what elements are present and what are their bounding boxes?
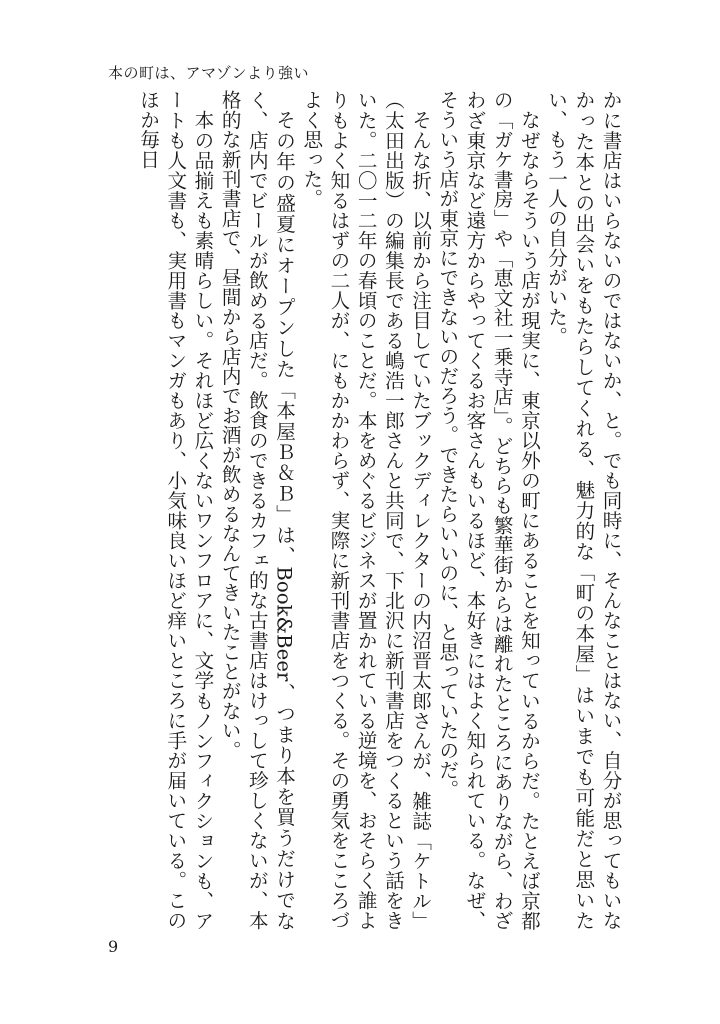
paragraph: そんな折、以前から注目していたブックディレクターの内沼晋太郎さんが、雑誌「ケトル」（太田出版）の編集長である嶋浩一郎さんと共同で、下北沢に新刊書店をつくるという話をきいた。二〇一二年の春頃のことだ。本をめぐるビジネスが置かれている逆境を、おそらく誰よりもよく知るはずの二人が、にもかかわらず、実際に新刊書店をつくる。その勇気をこころづよく思った。: [299, 90, 432, 930]
paragraph: その年の盛夏にオープンした「本屋Ｂ＆Ｂ」は、Book&Beer、つまり本を買うだけでなく、店内でビールが飲める店だ。飲食のできるカフェ的な古書店はけっして珍しくないが、本格的な新刊書店で、昼間から店内でお酒が飲めるなんてきいたことがない。: [218, 90, 296, 930]
paragraph: かに書店はいらないのではないか、と。でも同時に、そんなことはない、自分が思ってもいなかった本との出会いをもたらしてくれる、魅力的な「町の本屋」はいまでも可能だと思いたい、もう一人の自分がいた。: [544, 90, 622, 930]
body-text: [98, 90, 624, 930]
paragraph: 本の品揃えも素晴らしい。それほど広くないワンフロアに、文学もノンフィクションも、アートも人文書も、実用書もマンガもあり、小気味良いほど痒いところに手が届いている。このほか毎日: [136, 90, 214, 930]
page-number: 9: [108, 937, 119, 956]
paragraph: なぜならそういう店が現実に、東京以外の町にあることを知っているからだ。たとえば京都の「ガケ書房」や「恵文社一乗寺店」。どちらも繁華街からは離れたところにありながら、わざわざ東京など遠方からやってくるお客さんもいるほど、本好きにはよく知られている。なぜ、そういう店が東京にできないのだろう。できたらいいのに、と思っていたのだ。: [435, 90, 541, 930]
running-head-title: 本の町は、アマゾンより強い: [108, 64, 310, 82]
